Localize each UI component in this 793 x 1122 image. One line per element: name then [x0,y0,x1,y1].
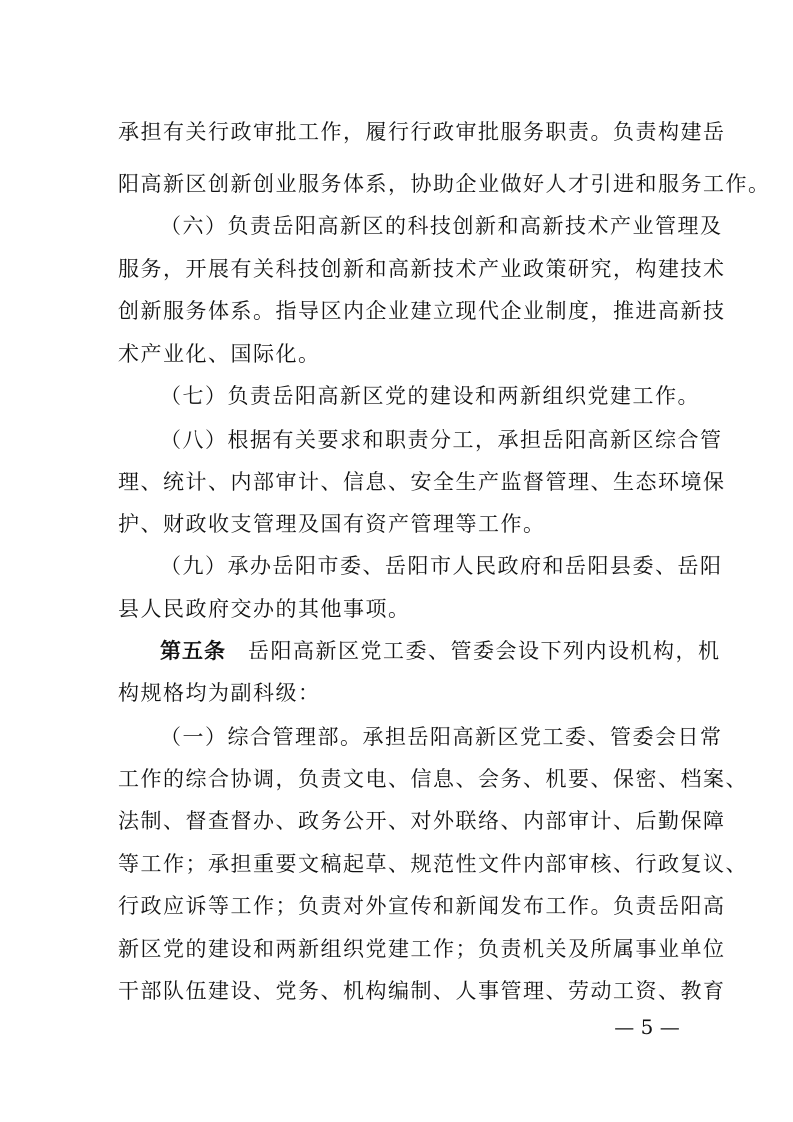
body-line: （九）承办岳阳市委、岳阳市人民政府和岳阳县委、岳阳 [160,554,723,578]
body-line: （六）负责岳阳高新区的科技创新和高新技术产业管理及 [160,214,723,238]
body-line: 理、统计、内部审计、信息、安全生产监督管理、生态环境保 [118,470,726,494]
article-5-text: 岳阳高新区党工委、管委会设下列内设机构，机 [248,639,721,663]
section-1-line: 等工作；承担重要文稿起草、规范性文件内部审核、行政复议、 [118,852,748,876]
article-5-second-line: 构规格均为副科级： [118,681,321,705]
body-line: 服务，开展有关科技创新和高新技术产业政策研究，构建技术 [118,257,726,281]
body-line: （七）负责岳阳高新区党的建设和两新组织党建工作。 [160,384,700,408]
section-1-line: 新区党的建设和两新组织党建工作；负责机关及所属事业单位 [118,937,726,961]
section-1-line: （一）综合管理部。承担岳阳高新区党工委、管委会日常 [160,725,723,749]
body-line: 阳高新区创新创业服务体系，协助企业做好人才引进和服务工作。 [118,172,771,196]
body-line: 县人民政府交办的其他事项。 [118,597,411,621]
article-5-first-line [160,636,721,666]
body-line: （八）根据有关要求和职责分工，承担岳阳高新区综合管 [160,428,723,452]
section-1-line: 行政应诉等工作；负责对外宣传和新闻发布工作。负责岳阳高 [118,894,726,918]
body-line: 承担有关行政审批工作，履行行政审批服务职责。负责构建岳 [118,120,726,144]
section-1-line: 法制、督查督办、政务公开、对外联络、内部审计、后勤保障 [118,809,726,833]
article-5-heading: 第五条 [160,639,226,663]
body-line: 护、财政收支管理及国有资产管理等工作。 [118,512,546,536]
section-1-line: 干部队伍建设、党务、机构编制、人事管理、劳动工资、教育 [118,979,726,1003]
section-1-line: 工作的综合协调，负责文电、信息、会务、机要、保密、档案、 [118,767,748,791]
page-number: — 5 — [614,1015,680,1039]
body-line: 创新服务体系。指导区内企业建立现代企业制度，推进高新技 [118,299,726,323]
body-line: 术产业化、国际化。 [118,342,321,366]
